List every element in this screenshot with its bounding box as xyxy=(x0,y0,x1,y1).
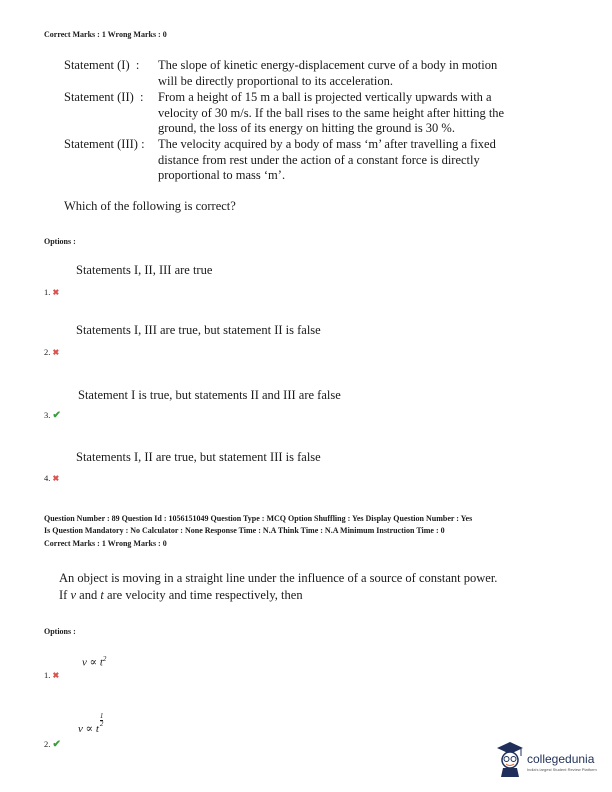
q88-options-label: Options : xyxy=(44,237,76,246)
q88-question: Which of the following is correct? xyxy=(64,199,236,213)
statement-2 xyxy=(64,90,534,137)
statement-3-label: Statement (III) xyxy=(64,137,138,151)
q89-question-prefix: If xyxy=(59,588,71,602)
option-number: 1. xyxy=(44,670,51,680)
statement-1 xyxy=(64,58,534,90)
fraction-numerator: 1 xyxy=(99,712,104,720)
statement-2-label: Statement (II) xyxy=(64,90,134,104)
q89-question-and: and xyxy=(76,588,101,602)
statement-3-sep: : xyxy=(141,137,145,151)
statement-1-line-2: will be directly proportional to its acceleration. xyxy=(158,73,393,88)
q89-marks-line: Correct Marks : 1 Wrong Marks : 0 xyxy=(44,539,167,548)
option-number: 4. xyxy=(44,473,51,483)
collegedunia-logo xyxy=(495,740,605,782)
q88-option-3-number xyxy=(44,410,61,421)
q88-option-2-text[interactable]: Statements I, III are true, but statement II is false xyxy=(76,323,321,337)
check-icon: ✔ xyxy=(52,739,61,750)
option-number: 3. xyxy=(44,410,51,420)
statement-1-sep: : xyxy=(135,58,140,72)
q89-options-label: Options : xyxy=(44,627,76,636)
statement-3 xyxy=(64,137,534,184)
option-number: 1. xyxy=(44,287,51,297)
q88-option-1-number xyxy=(44,287,59,297)
q89-option-1-formula[interactable] xyxy=(82,655,106,669)
q88-option-1-text[interactable]: Statements I, II, III are true xyxy=(76,263,213,277)
fraction-denominator: 2 xyxy=(99,720,104,728)
check-icon: ✔ xyxy=(52,410,61,421)
q88-option-4-number xyxy=(44,473,59,483)
formula-exponent: 2 xyxy=(102,655,107,663)
q89-info-line-1: Question Number : 89 Question Id : 1056151049 Question Type : MCQ Option Shuffling : Yes Display Question Number : Yes xyxy=(44,514,473,523)
q89-question-line-2 xyxy=(59,587,303,603)
statement-2-line-2: velocity of 30 m/s. If the ball rises to the same height after hitting the xyxy=(158,105,505,120)
logo-name: collegedunia xyxy=(527,752,595,766)
fraction-exponent xyxy=(100,713,104,728)
var-t: t xyxy=(100,588,104,602)
formula-text: v ∝ t xyxy=(82,656,103,669)
var-v: v xyxy=(70,588,77,602)
statement-3-line-2: distance from rest under the action of a constant force is directly xyxy=(158,152,480,167)
statement-2-sep: : xyxy=(140,90,144,104)
q89-option-2-formula[interactable] xyxy=(78,713,103,735)
statement-2-line-3: ground, the loss of its energy on hitting the ground is 30 %. xyxy=(158,121,455,135)
q88-option-2-number xyxy=(44,347,59,357)
statement-3-line-3: proportional to mass ‘m’. xyxy=(158,168,286,182)
q89-question-line-1: An object is moving in a straight line under the influence of a source of constant power. xyxy=(59,571,498,585)
statement-3-line-1: The velocity acquired by a body of mass ‘m’ after travelling a fixed xyxy=(158,137,496,151)
q88-marks-line: Correct Marks : 1 Wrong Marks : 0 xyxy=(44,30,167,39)
q89-question-suffix: are velocity and time respectively, then xyxy=(103,588,303,602)
statement-1-label: Statement (I) xyxy=(64,58,130,72)
formula-text: v ∝ t xyxy=(78,723,99,735)
q89-info-line-2: Is Question Mandatory : No Calculator : None Response Time : N.A Think Time : N.A Minimum Instruction Time : 0 xyxy=(44,526,445,535)
graduate-mascot-icon xyxy=(495,740,525,778)
cross-icon: ✖ xyxy=(52,348,60,357)
statement-1-line-1: The slope of kinetic energy-displacement curve of a body in motion xyxy=(158,58,498,72)
q88-option-4-text[interactable]: Statements I, II are true, but statement III is false xyxy=(76,450,321,464)
statement-2-line-1: From a height of 15 m a ball is projected vertically upwards with a xyxy=(158,90,492,104)
q89-option-1-number xyxy=(44,670,59,680)
cross-icon: ✖ xyxy=(52,671,60,680)
q88-option-3-text[interactable]: Statement I is true, but statements II and III are false xyxy=(78,388,341,402)
logo-tagline: India's largest Student Review Platform xyxy=(527,767,597,772)
cross-icon: ✖ xyxy=(52,288,60,297)
q89-option-2-number xyxy=(44,739,61,750)
option-number: 2. xyxy=(44,739,51,749)
option-number: 2. xyxy=(44,347,51,357)
cross-icon: ✖ xyxy=(52,474,60,483)
